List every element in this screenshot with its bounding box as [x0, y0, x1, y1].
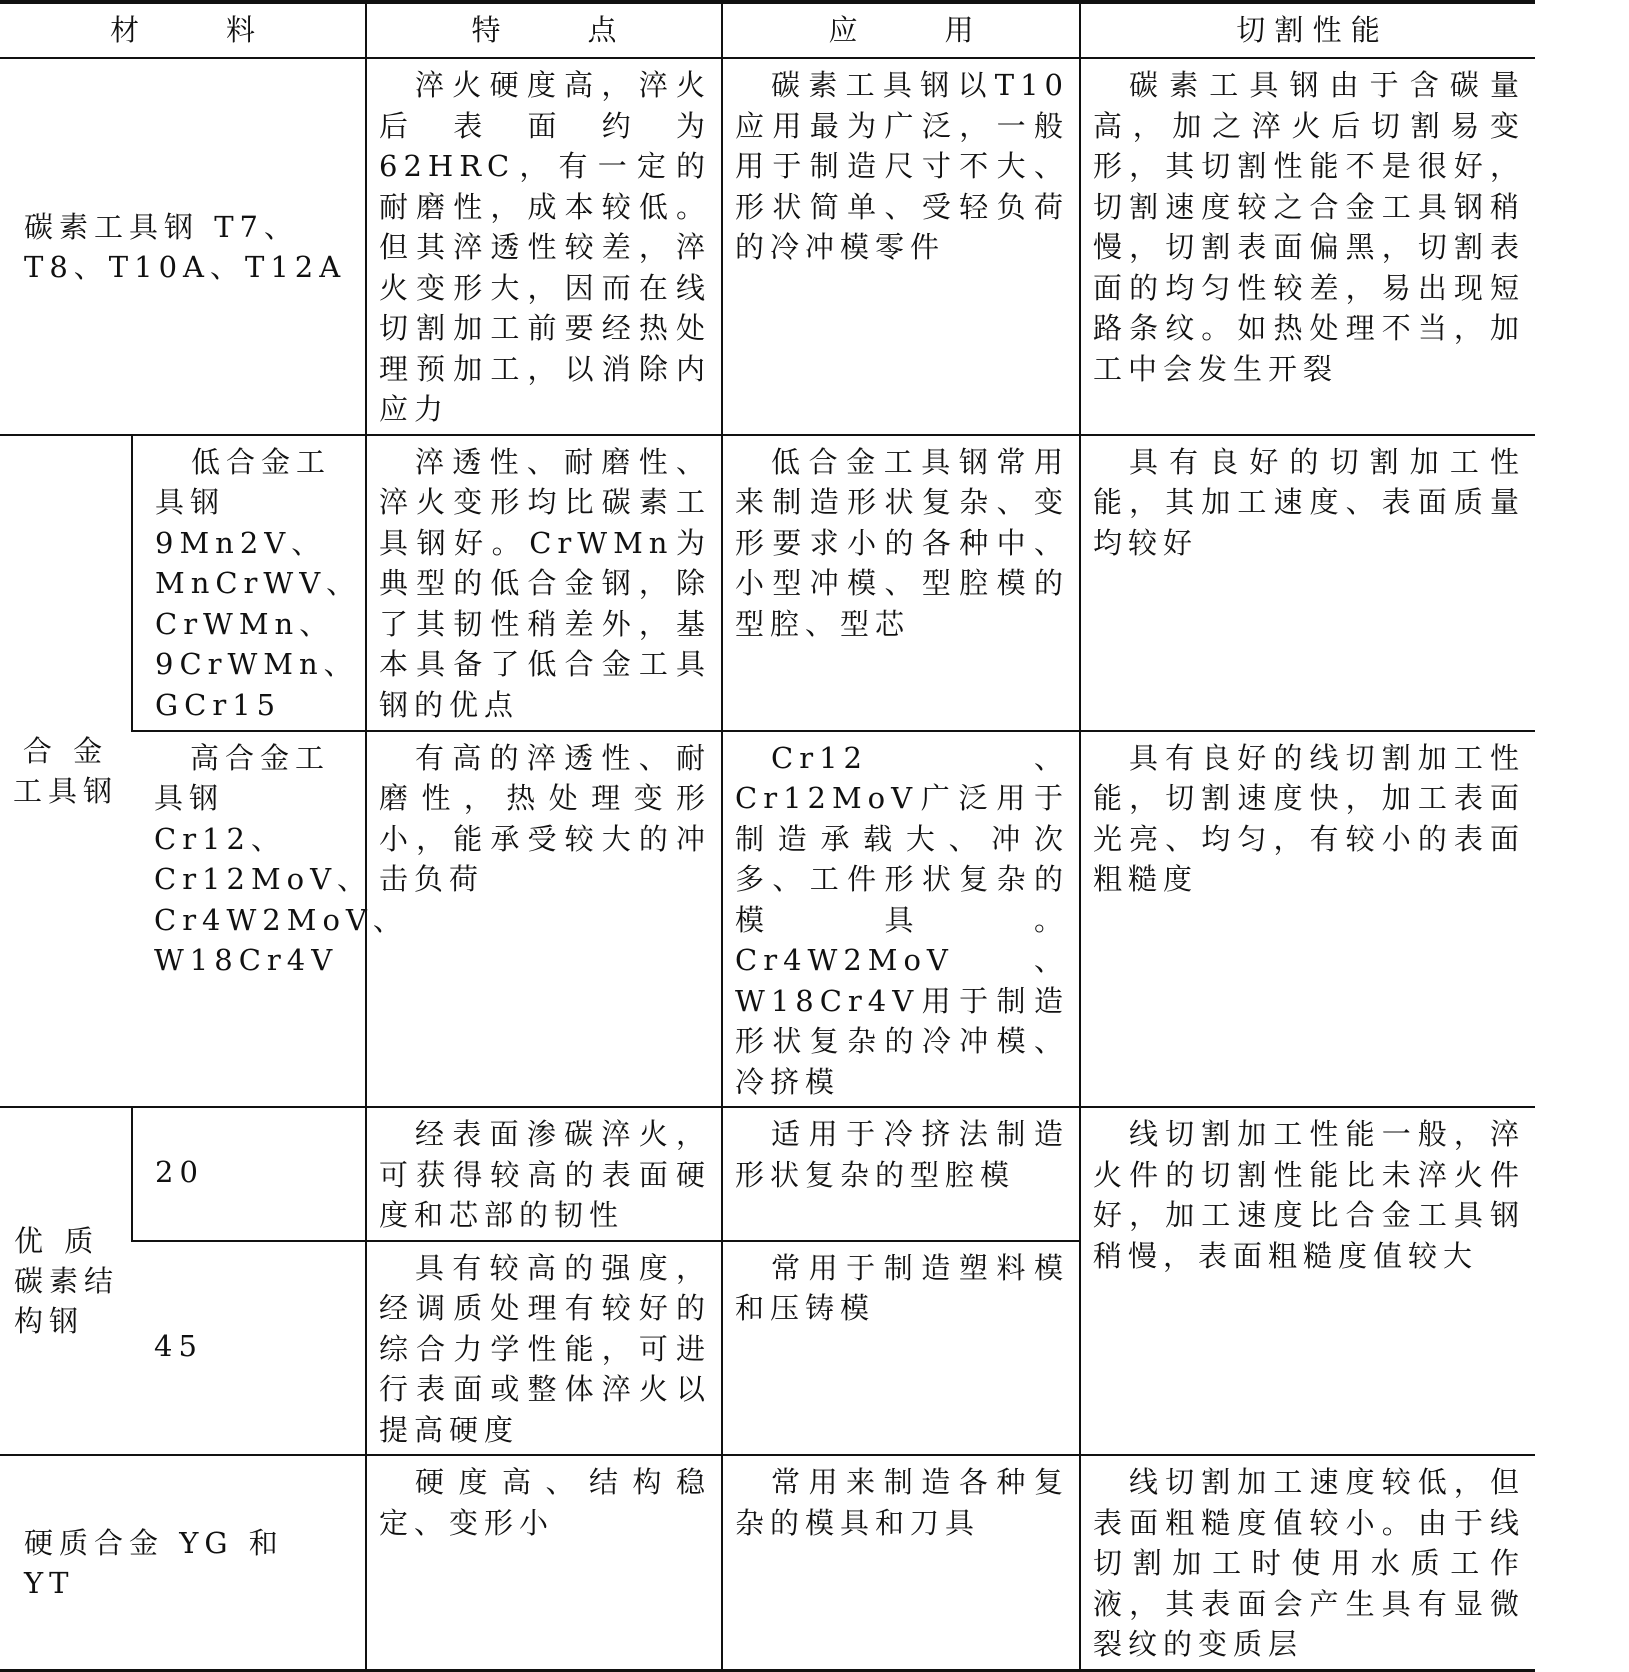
header-cutting-performance: 切 割 性 能	[1080, 2, 1535, 58]
cutting-carbon-tool-steel: 碳素工具钢由于含碳量高，加之淬火后切割易变形，其切割性能不是很好，切割速度较之合金工具钢稍慢，切割表面偏黑，切割表面的均匀性较差，易出现短路条纹。如热处理不当，加工中会发生开裂	[1080, 58, 1535, 435]
table-row-high-alloy-tool-steel	[0, 731, 1535, 1108]
group-quality-carbon-structural-steel: 优 质 碳素结 构钢	[0, 1107, 132, 1455]
group-alloy-tool-steel: 合 金 工具钢	[0, 435, 132, 1108]
grade-steel-45: 45	[132, 1241, 366, 1456]
header-features: 特 点	[366, 2, 722, 58]
cutting-high-alloy-tool-steel: 具有良好的线切割加工性能，切割速度快，加工表面光亮、均匀，有较小的表面粗糙度	[1080, 731, 1535, 1108]
cutting-low-alloy-tool-steel: 具有良好的切割加工性能，其加工速度、表面质量均较好	[1080, 435, 1535, 731]
cutting-quality-carbon-structural-steel: 线切割加工性能一般，淬火件的切割性能比未淬火件好，加工速度比合金工具钢稍慢，表面粗糙度值较大	[1080, 1107, 1535, 1455]
features-carbon-tool-steel: 淬火硬度高，淬火后表面约为62HRC，有一定的耐磨性，成本较低。但其淬透性较差，淬火变形大，因而在线切割加工前要经热处理预加工，以消除内应力	[366, 58, 722, 435]
material-hard-alloy: 硬质合金 YG 和 YT	[0, 1455, 366, 1670]
table-row-steel-20	[0, 1107, 1535, 1241]
table-header-row	[0, 2, 1535, 58]
features-steel-20: 经表面渗碳淬火，可获得较高的表面硬度和芯部的韧性	[366, 1107, 722, 1241]
material-carbon-tool-steel: 碳素工具钢 T7、T8、T10A、T12A	[0, 58, 366, 435]
application-steel-20: 适用于冷挤法制造形状复杂的型腔模	[722, 1107, 1080, 1241]
features-high-alloy-tool-steel: 有高的淬透性、耐磨性，热处理变形小，能承受较大的冲击负荷	[366, 731, 722, 1108]
header-material: 材 料	[0, 2, 366, 58]
grade-steel-20: 20	[132, 1107, 366, 1241]
header-application: 应 用	[722, 2, 1080, 58]
cutting-hard-alloy: 线切割加工速度较低，但表面粗糙度值较小。由于线切割加工时使用水质工作液，其表面会产生具有显微裂纹的变质层	[1080, 1455, 1535, 1670]
grade-high-alloy-tool-steel: 高合金工具钢 Cr12、Cr12MoV、Cr4W2MoV、W18Cr4V	[132, 731, 366, 1108]
table-row-low-alloy-tool-steel	[0, 435, 1535, 731]
application-carbon-tool-steel: 碳素工具钢以T10应用最为广泛，一般用于制造尺寸不大、形状简单、受轻负荷的冷冲模零件	[722, 58, 1080, 435]
application-steel-45: 常用于制造塑料模和压铸模	[722, 1241, 1080, 1456]
table-row-carbon-tool-steel	[0, 58, 1535, 435]
grade-low-alloy-tool-steel: 低合金工具钢 9Mn2V、MnCrWV、CrWMn、9CrWMn、GCr15	[132, 435, 366, 731]
features-hard-alloy: 硬度高、结构稳定、变形小	[366, 1455, 722, 1670]
table-row-hard-alloy	[0, 1455, 1535, 1670]
application-hard-alloy: 常用来制造各种复杂的模具和刀具	[722, 1455, 1080, 1670]
application-high-alloy-tool-steel: Cr12、Cr12MoV广泛用于制造承载大、冲次多、工件形状复杂的模具。Cr4W2MoV、W18Cr4V用于制造形状复杂的冷冲模、冷挤模	[722, 731, 1080, 1108]
features-steel-45: 具有较高的强度，经调质处理有较好的综合力学性能，可进行表面或整体淬火以提高硬度	[366, 1241, 722, 1456]
features-low-alloy-tool-steel: 淬透性、耐磨性、淬火变形均比碳素工具钢好。CrWMn为典型的低合金钢，除了其韧性稍差外，基本具备了低合金工具钢的优点	[366, 435, 722, 731]
application-low-alloy-tool-steel: 低合金工具钢常用来制造形状复杂、变形要求小的各种中、小型冲模、型腔模的型腔、型芯	[722, 435, 1080, 731]
